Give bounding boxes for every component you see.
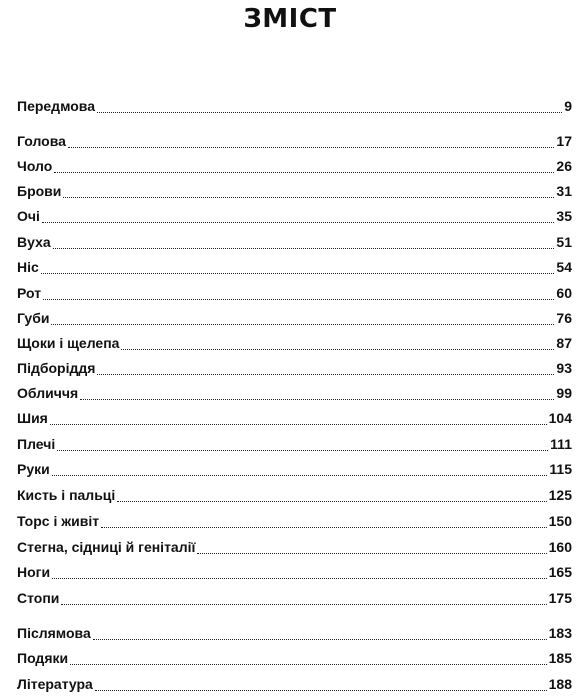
dot-leader bbox=[68, 147, 555, 148]
toc-entry-neck[interactable] bbox=[17, 408, 572, 428]
dot-leader bbox=[51, 324, 554, 325]
toc-entry-page: 165 bbox=[548, 564, 572, 580]
toc-entry-label: Передмова bbox=[17, 98, 96, 114]
toc-entry-label: Ніс bbox=[17, 259, 39, 275]
toc-entry-lips[interactable] bbox=[17, 308, 572, 328]
toc-entry-chin[interactable] bbox=[17, 358, 572, 378]
toc-entry-ears[interactable] bbox=[17, 232, 572, 252]
toc-entry-page: 104 bbox=[548, 410, 572, 426]
dot-leader bbox=[80, 399, 554, 400]
toc-entry-face[interactable] bbox=[17, 383, 572, 403]
dot-leader bbox=[117, 501, 546, 502]
dot-leader bbox=[93, 639, 547, 640]
toc-entry-page: 125 bbox=[548, 487, 572, 503]
toc-entry-page: 54 bbox=[556, 259, 572, 275]
toc-entry-acknowledgements[interactable] bbox=[17, 648, 572, 668]
dot-leader bbox=[121, 349, 554, 350]
dot-leader bbox=[52, 578, 547, 579]
toc-entry-label: Голова bbox=[17, 133, 66, 149]
dot-leader bbox=[43, 299, 554, 300]
toc-entry-label: Кисть і пальці bbox=[17, 487, 116, 503]
toc-entry-mouth[interactable] bbox=[17, 283, 572, 303]
dot-leader bbox=[101, 527, 547, 528]
toc-entry-label: Вуха bbox=[17, 234, 51, 250]
toc-entry-nose[interactable] bbox=[17, 257, 572, 277]
toc-entry-label: Губи bbox=[17, 310, 50, 326]
toc-entry-page: 26 bbox=[556, 158, 572, 174]
toc-entry-page: 175 bbox=[548, 590, 572, 606]
toc-entry-hand-fingers[interactable] bbox=[17, 485, 572, 505]
toc-entry-page: 93 bbox=[556, 360, 572, 376]
toc-entry-label: Шия bbox=[17, 410, 48, 426]
toc-entry-label: Підборіддя bbox=[17, 360, 96, 376]
toc-entry-page: 185 bbox=[548, 650, 572, 666]
toc-entry-page: 17 bbox=[556, 133, 572, 149]
toc-entry-label: Стегна, сідниці й геніталії bbox=[17, 539, 196, 555]
toc-entry-label: Руки bbox=[17, 461, 50, 477]
dot-leader bbox=[50, 424, 547, 425]
page-title: ЗМІСТ bbox=[243, 4, 337, 34]
toc-entry-page: 188 bbox=[548, 676, 572, 692]
dot-leader bbox=[52, 475, 548, 476]
toc-entry-page: 51 bbox=[556, 234, 572, 250]
toc-entry-page: 160 bbox=[548, 539, 572, 555]
dot-leader bbox=[57, 450, 548, 451]
toc-entry-label: Чоло bbox=[17, 158, 53, 174]
toc-entry-page: 115 bbox=[549, 461, 572, 477]
toc-entry-arms[interactable] bbox=[17, 459, 572, 479]
toc-entry-page: 111 bbox=[550, 436, 572, 452]
toc-entry-page: 31 bbox=[556, 183, 572, 199]
toc-entry-label: Обличчя bbox=[17, 385, 79, 401]
toc-entry-legs[interactable] bbox=[17, 562, 572, 582]
dot-leader bbox=[70, 664, 547, 665]
toc-entry-torso-belly[interactable] bbox=[17, 511, 572, 531]
dot-leader bbox=[54, 172, 554, 173]
toc-entry-shoulders[interactable] bbox=[17, 434, 572, 454]
toc-entry-page: 35 bbox=[556, 208, 572, 224]
toc-entry-hips[interactable] bbox=[17, 537, 572, 557]
toc-entry-label: Щоки і щелепа bbox=[17, 335, 120, 351]
dot-leader bbox=[97, 374, 554, 375]
toc-entry-label: Торс і живіт bbox=[17, 513, 100, 529]
toc-entry-label: Стопи bbox=[17, 590, 60, 606]
toc-entry-head[interactable] bbox=[17, 131, 572, 151]
toc-entry-cheeks-jaw[interactable] bbox=[17, 333, 572, 353]
toc-entry-afterword[interactable] bbox=[17, 623, 572, 643]
toc-entry-page: 60 bbox=[556, 285, 572, 301]
toc-entry-page: 183 bbox=[548, 625, 572, 641]
dot-leader bbox=[63, 197, 554, 198]
toc-entry-feet[interactable] bbox=[17, 588, 572, 608]
dot-leader bbox=[95, 690, 547, 691]
toc-entry-foreword[interactable] bbox=[17, 96, 572, 116]
dot-leader bbox=[197, 553, 546, 554]
dot-leader bbox=[53, 248, 555, 249]
toc-entry-page: 76 bbox=[556, 310, 572, 326]
toc-entry-page: 99 bbox=[556, 385, 572, 401]
toc-entry-label: Ноги bbox=[17, 564, 51, 580]
toc-entry-label: Література bbox=[17, 676, 93, 692]
toc-entry-literature[interactable] bbox=[17, 674, 572, 694]
dot-leader bbox=[41, 273, 555, 274]
dot-leader bbox=[42, 222, 555, 223]
toc-entry-label: Післямова bbox=[17, 625, 91, 641]
toc-entry-label: Рот bbox=[17, 285, 42, 301]
toc-entry-label: Подяки bbox=[17, 650, 69, 666]
dot-leader bbox=[61, 604, 546, 605]
toc-entry-eyes[interactable] bbox=[17, 206, 572, 226]
toc-entry-forehead[interactable] bbox=[17, 156, 572, 176]
dot-leader bbox=[97, 112, 562, 113]
toc-entry-label: Очі bbox=[17, 208, 40, 224]
toc-entry-label: Плечі bbox=[17, 436, 56, 452]
toc-entry-label: Брови bbox=[17, 183, 62, 199]
toc-entry-page: 9 bbox=[564, 98, 572, 114]
toc-entry-eyebrows[interactable] bbox=[17, 181, 572, 201]
toc-entry-page: 87 bbox=[556, 335, 572, 351]
toc-entry-page: 150 bbox=[548, 513, 572, 529]
